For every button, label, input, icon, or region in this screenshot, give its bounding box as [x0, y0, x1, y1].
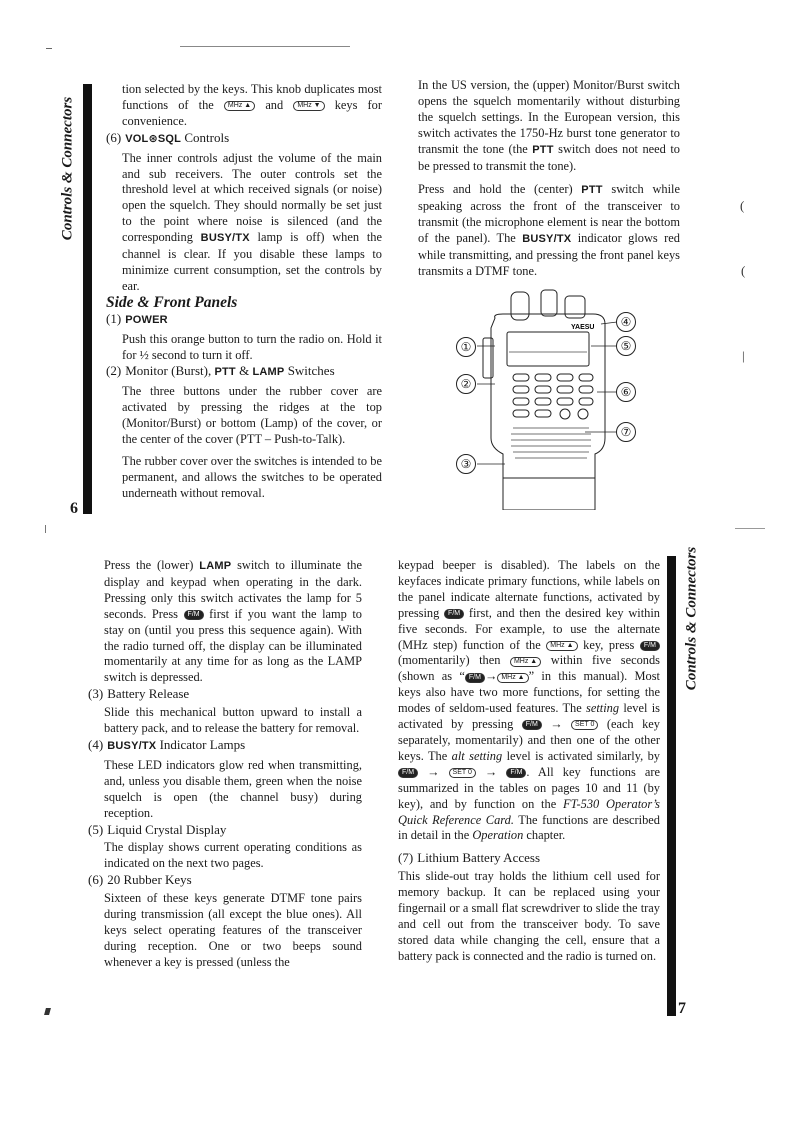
keys-paragraph: keypad beeper is disabled). The labels on the keyfaces indicate primary functions, while labels on the panel indicate alternate functions, activated by pressing F/M first, and then the desired key within five seconds. For example, to use the alternate (MHz step) function of the MHz ▲ key, press F/M (momentarily) then MHz ▲ within five seconds (shown as “ F/M → MHz ▲ ” in this manual). Most keys also have two more functions, for setting the modes of seldom-used features. The setting level is activated by pressing F/M → SET 0 (each key separately, momentarily) and then one of the other keys. The alt setting level is activated similarly, by F/M → SET 0 → F/M . All key functions are summarized in the tables on pages 10 and 11 (by key), and by function on the FT-530 Operator’s Quick Reference Card. The functions are described in detail in the Operation chapter. [398, 558, 660, 843]
function-key-icon: F/M [184, 610, 204, 620]
keypad [513, 374, 593, 419]
top-left-column [106, 82, 382, 502]
corner-mark-bottom [44, 1008, 51, 1015]
callout-3: ③ [456, 454, 476, 474]
knob-left [511, 292, 529, 320]
brand-label: YAESU [571, 324, 595, 331]
function-key-icon: F/M [465, 673, 485, 683]
callout-7: ⑦ [616, 422, 636, 442]
callout-2: ② [456, 374, 476, 394]
function-key-icon: F/M [444, 609, 464, 619]
top-rule [180, 46, 350, 47]
intro-paragraph: tion selected by the keys. This knob duplicates most functions of the MHz ▲ and MHz ▼ keys for convenience. [122, 82, 382, 128]
knob-right [565, 296, 585, 318]
set-key-icon: SET 0 [571, 720, 598, 730]
top-right-column [418, 78, 680, 280]
mhz-up-key-icon: MHz ▲ [224, 101, 255, 111]
callout-1: ① [456, 337, 476, 357]
page-number-6: 6 [70, 500, 78, 517]
side-bar-right [667, 556, 676, 1016]
burst-paragraph: In the US version, the (upper) Monitor/Burst switch opens the squelch momentarily without disturbing the squelch settings. In the European version, this switch activates the 1750-Hz burst tone generator to transmit the tone (the PTT switch does not need to be pressed to transmit the tone). [418, 78, 680, 173]
item7-body: This slide-out tray holds the lithium cell used for memory backup. It can be replaced using your fingernail or a small flat screwdriver to slide the tray and cell out from the transceiver body. To save stored data while changing the cell, ensure that a battery pack is connected and the radio is turned on. [398, 869, 660, 963]
page-divider-right [735, 528, 765, 529]
function-key-icon: F/M [640, 641, 660, 651]
mhz-down-key-icon: MHz ▼ [293, 101, 324, 111]
radio-body [491, 314, 605, 478]
item5-body: The display shows current operating conditions as indicated on the next two pages. [104, 840, 362, 871]
item6-body: The inner controls adjust the volume of the main and sub receivers. The outer controls set the threshold level at which received signals (or noise) open the squelch. They should normally be set just to the point where noise is silenced (and the corresponding BUSY/TX lamp is off) when the channel is clear. If you disable these lamps to minimize current consumption, set the controls by ear. [122, 150, 382, 293]
item2-body2: The rubber cover over the switches is intended to be permanent, and allows the switches to be operated underneath without removal. [122, 453, 382, 500]
arrow-icon: → [427, 764, 440, 779]
function-key-icon: F/M [398, 768, 418, 778]
item7-heading: (7) Lithium Battery Access [398, 850, 541, 866]
mhz-up-key-icon: MHz ▲ [546, 641, 577, 651]
arrow-icon: → [484, 764, 498, 779]
knob-symbol-icon: ⊛ [148, 132, 158, 145]
item6b-heading: (6) 20 Rubber Keys [88, 872, 192, 888]
battery-pack [503, 478, 595, 510]
function-key-icon: F/M [506, 768, 526, 778]
item1-body: Push this orange button to turn the radio on. Hold it for ½ second to turn it off. [122, 331, 382, 362]
function-key-icon: F/M [522, 720, 542, 730]
item3-heading: (3) Battery Release [88, 686, 190, 702]
side-label-left: Controls & Connectors [59, 96, 76, 241]
item5-heading: (5) Liquid Crystal Display [88, 821, 227, 837]
lamp-paragraph: Press the (lower) LAMP switch to illuminate the display and keypad when operating in the dark. Pressing only this switch activates the lamp for 5 seconds. Press F/M first if you want the lamp to stay on (until you press this sequence again). With the radio turned off, the display can be illuminated momentarily at any time for as long as the LAMP switch is depressed. [104, 558, 362, 685]
bottom-left-column [88, 558, 362, 971]
item3-body: Slide this mechanical button upward to install a battery pack, and to release the battery for removal. [104, 705, 362, 736]
margin-mark-1: ( [740, 198, 745, 213]
margin-mark-2: ( [741, 263, 746, 278]
side-label-right: Controls & Connectors [683, 546, 700, 691]
ptt-paragraph: Press and hold the (center) PTT switch while speaking across the front of the transceiver to transmit (the microphone element is near the bottom of the panel). The BUSY/TX indicator glows red while transmitting, and pressing the front panel keys transmits a DTMF tone. [418, 182, 680, 278]
item4-heading: (4) BUSY/TX Indicator Lamps [88, 736, 246, 752]
item6b-body: Sixteen of these keys generate DTMF tone pairs during transmission (all except the blue ones). All keys select operating features of the transceiver during reception. One or two beeps sound whenever a key is pressed (unless the [104, 891, 362, 969]
page-number-7: 7 [678, 1000, 686, 1017]
page-divider-left [45, 525, 46, 533]
knob-center [541, 290, 557, 316]
bottom-right-column [398, 558, 660, 965]
set-key-icon: SET 0 [449, 768, 476, 778]
arrow-icon: → [550, 717, 563, 732]
callout-4: ④ [616, 312, 636, 332]
corner-mark [46, 48, 52, 49]
callout-5: ⑤ [616, 336, 636, 356]
speaker-grille [511, 428, 591, 458]
item6-heading: (6) VOL⊛SQL Controls [106, 129, 230, 145]
lcd-display [507, 332, 589, 366]
mhz-up-key-icon: MHz ▲ [510, 657, 541, 667]
mhz-up-key-icon: MHz ▲ [497, 673, 528, 683]
item2-body1: The three buttons under the rubber cover are activated by pressing the ridges at the top (Monitor/Burst) or bottom (Lamp) of the cover, or the center of the cover (PTT – Push-to-Talk). [122, 384, 382, 447]
callout-6: ⑥ [616, 382, 636, 402]
item2-heading: (2) Monitor (Burst), PTT & LAMP Switches [106, 363, 335, 379]
arrow-icon: → [484, 669, 498, 684]
margin-mark-3: | [742, 348, 745, 363]
section-title: Side & Front Panels [106, 293, 238, 311]
side-bar-left [83, 84, 92, 514]
item4-body: These LED indicators glow red when transmitting, and, unless you disable them, green when the noise squelch is open (the channel busy) during reception. [104, 757, 362, 820]
item1-heading: (1) POWER [106, 310, 168, 326]
